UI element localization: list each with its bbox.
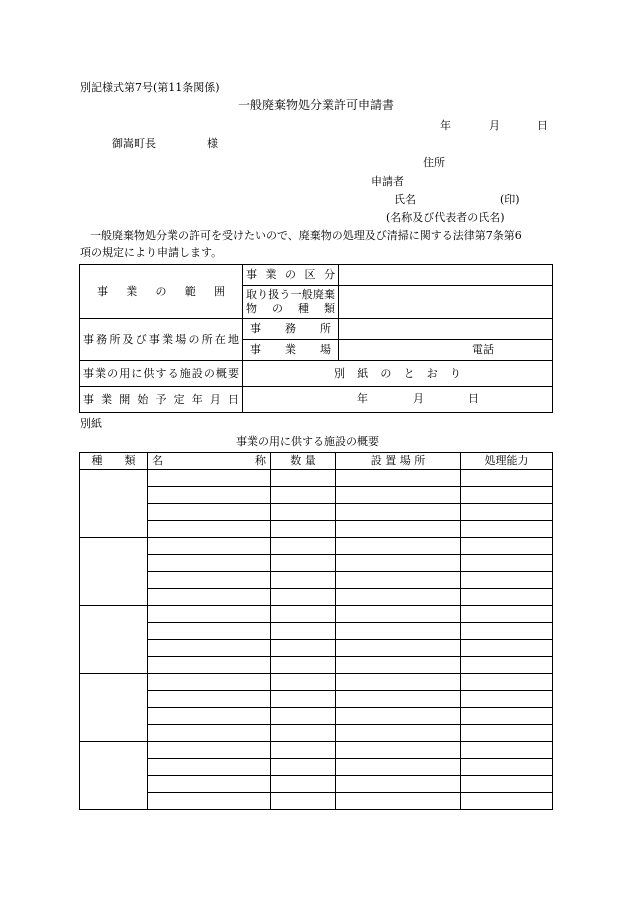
facility-quantity-cell[interactable] xyxy=(271,538,336,555)
location-label: 事務所及び事業場の所在地 xyxy=(83,332,239,346)
facility-quantity-cell[interactable] xyxy=(271,657,336,674)
facility-row xyxy=(80,555,553,572)
annex-title: 事業の用に供する施設の概要 xyxy=(236,435,379,448)
waste-types-label: 取り扱う一般廃棄物の種類 xyxy=(246,288,335,315)
facility-location-cell[interactable] xyxy=(336,657,461,674)
facility-name-cell[interactable] xyxy=(148,487,271,504)
facility-capacity-cell[interactable] xyxy=(461,606,553,623)
facility-location-cell[interactable] xyxy=(336,640,461,657)
facility-name-cell[interactable] xyxy=(148,623,271,640)
business-category-value[interactable] xyxy=(339,265,553,286)
waste-types-value[interactable] xyxy=(339,286,553,319)
site-label: 事業場 xyxy=(250,343,331,356)
facility-name-cell[interactable] xyxy=(148,504,271,521)
header-type: 種 類 xyxy=(80,453,148,470)
facility-capacity-cell[interactable] xyxy=(461,470,553,487)
facility-location-cell[interactable] xyxy=(336,759,461,776)
facility-type-cell[interactable] xyxy=(80,674,148,742)
facility-name-cell[interactable] xyxy=(148,674,271,691)
site-cell xyxy=(243,340,339,361)
facility-row xyxy=(80,504,553,521)
facility-capacity-cell[interactable] xyxy=(461,640,553,657)
facility-row xyxy=(80,606,553,623)
site-value[interactable] xyxy=(339,340,553,361)
facility-row xyxy=(80,623,553,640)
facility-row xyxy=(80,691,553,708)
office-value[interactable] xyxy=(339,319,553,340)
facility-row xyxy=(80,487,553,504)
facility-name-cell[interactable] xyxy=(148,606,271,623)
facility-capacity-cell[interactable] xyxy=(461,538,553,555)
facility-table xyxy=(79,452,553,810)
facility-name-cell[interactable] xyxy=(148,572,271,589)
facility-capacity-cell[interactable] xyxy=(461,623,553,640)
facility-name-cell[interactable] xyxy=(148,470,271,487)
facility-row xyxy=(80,759,553,776)
facility-capacity-cell[interactable] xyxy=(461,487,553,504)
facility-row xyxy=(80,776,553,793)
business-category-label: 事業の区分 xyxy=(246,268,335,281)
facility-name-cell[interactable] xyxy=(148,793,271,810)
scope-label: 事業の範囲 xyxy=(97,284,225,298)
facility-location-cell[interactable] xyxy=(336,538,461,555)
header-capacity: 処理能力 xyxy=(461,453,553,470)
scope-cell xyxy=(80,265,243,319)
start-year: 年 xyxy=(357,391,368,405)
facility-quantity-cell[interactable] xyxy=(271,504,336,521)
facility-type-cell[interactable] xyxy=(80,470,148,538)
business-category-cell xyxy=(243,265,339,286)
facility-capacity-cell[interactable] xyxy=(461,725,553,742)
facility-quantity-cell[interactable] xyxy=(271,555,336,572)
facility-location-cell[interactable] xyxy=(336,742,461,759)
facility-location-cell[interactable] xyxy=(336,589,461,606)
facility-row xyxy=(80,742,553,759)
statement-line-2: 項の規定により申請します。 xyxy=(80,246,223,259)
facility-type-cell[interactable] xyxy=(80,742,148,810)
statement-line-1: 一般廃棄物処分業の許可を受けたいので、廃棄物の処理及び清掃に関する法律第7条第6 xyxy=(90,229,522,242)
facility-row xyxy=(80,538,553,555)
facility-name-cell[interactable] xyxy=(148,657,271,674)
facility-quantity-cell[interactable] xyxy=(271,691,336,708)
facility-quantity-cell[interactable] xyxy=(271,776,336,793)
applicant-label: 申請者 xyxy=(371,175,404,188)
facility-capacity-cell[interactable] xyxy=(461,657,553,674)
facility-name-cell[interactable] xyxy=(148,640,271,657)
facility-capacity-cell[interactable] xyxy=(461,793,553,810)
facility-quantity-cell[interactable] xyxy=(271,742,336,759)
application-table xyxy=(79,264,553,413)
facility-capacity-cell[interactable] xyxy=(461,674,553,691)
facility-capacity-cell[interactable] xyxy=(461,589,553,606)
facility-name-cell[interactable] xyxy=(148,776,271,793)
name-note: (名称及び代表者の氏名) xyxy=(386,211,505,224)
phone-label: 電話 xyxy=(472,343,494,356)
header-name-a: 名 xyxy=(152,454,163,467)
facility-location-cell[interactable] xyxy=(336,606,461,623)
facility-location-cell[interactable] xyxy=(336,504,461,521)
facility-quantity-cell[interactable] xyxy=(271,725,336,742)
date-year: 年 xyxy=(440,119,451,132)
header-quantity: 数 量 xyxy=(271,453,336,470)
facility-name-cell[interactable] xyxy=(148,708,271,725)
facility-location-cell[interactable] xyxy=(336,470,461,487)
facility-location-cell[interactable] xyxy=(336,555,461,572)
facility-value: 別紙のとおり xyxy=(334,366,461,380)
start-value-cell[interactable] xyxy=(243,387,553,413)
facility-quantity-cell[interactable] xyxy=(271,606,336,623)
facility-quantity-cell[interactable] xyxy=(271,572,336,589)
facility-quantity-cell[interactable] xyxy=(271,487,336,504)
date-day: 日 xyxy=(537,119,548,132)
facility-location-cell[interactable] xyxy=(336,521,461,538)
facility-capacity-cell[interactable] xyxy=(461,742,553,759)
facility-capacity-cell[interactable] xyxy=(461,708,553,725)
facility-capacity-cell[interactable] xyxy=(461,521,553,538)
facility-label: 事業の用に供する施設の概要 xyxy=(83,366,239,380)
location-cell xyxy=(80,319,243,361)
annex-label: 別紙 xyxy=(80,417,102,430)
facility-name-cell[interactable] xyxy=(148,742,271,759)
facility-type-cell[interactable] xyxy=(80,538,148,606)
facility-location-cell[interactable] xyxy=(336,776,461,793)
facility-name-cell[interactable] xyxy=(148,589,271,606)
facility-location-cell[interactable] xyxy=(336,623,461,640)
facility-row xyxy=(80,521,553,538)
facility-location-cell[interactable] xyxy=(336,725,461,742)
form-number: 別記様式第7号(第11条関係) xyxy=(80,81,220,94)
header-name-b: 称 xyxy=(255,454,266,467)
facility-name-cell[interactable] xyxy=(148,691,271,708)
facility-name-cell[interactable] xyxy=(148,725,271,742)
facility-row xyxy=(80,674,553,691)
facility-location-cell[interactable] xyxy=(336,674,461,691)
facility-row xyxy=(80,589,553,606)
facility-capacity-cell[interactable] xyxy=(461,572,553,589)
facility-location-cell[interactable] xyxy=(336,691,461,708)
facility-capacity-cell[interactable] xyxy=(461,691,553,708)
facility-name-cell[interactable] xyxy=(148,538,271,555)
facility-name-cell[interactable] xyxy=(148,555,271,572)
addressee-honorific: 様 xyxy=(207,137,218,150)
facility-quantity-cell[interactable] xyxy=(271,759,336,776)
facility-location-cell[interactable] xyxy=(336,793,461,810)
date-month: 月 xyxy=(489,119,500,132)
start-label: 事業開始予定年月日 xyxy=(83,392,239,406)
facility-row xyxy=(80,725,553,742)
facility-quantity-cell[interactable] xyxy=(271,708,336,725)
facility-cell xyxy=(80,361,243,387)
facility-name-cell[interactable] xyxy=(148,521,271,538)
facility-quantity-cell[interactable] xyxy=(271,470,336,487)
facility-location-cell[interactable] xyxy=(336,572,461,589)
header-name xyxy=(148,453,271,470)
facility-row xyxy=(80,572,553,589)
facility-location-cell[interactable] xyxy=(336,487,461,504)
facility-row xyxy=(80,708,553,725)
start-month: 月 xyxy=(413,391,424,405)
seal-mark: (印) xyxy=(500,193,520,206)
facility-row xyxy=(80,657,553,674)
header-location: 設 置 場 所 xyxy=(336,453,461,470)
addressee-name: 御嵩町長 xyxy=(112,137,156,150)
facility-type-cell[interactable] xyxy=(80,606,148,674)
address-label: 住所 xyxy=(423,156,445,169)
facility-quantity-cell[interactable] xyxy=(271,674,336,691)
office-cell xyxy=(243,319,339,340)
facility-quantity-cell[interactable] xyxy=(271,623,336,640)
facility-row xyxy=(80,640,553,657)
facility-capacity-cell[interactable] xyxy=(461,776,553,793)
facility-capacity-cell[interactable] xyxy=(461,555,553,572)
facility-row xyxy=(80,793,553,810)
start-cell xyxy=(80,387,243,413)
facility-name-cell[interactable] xyxy=(148,759,271,776)
facility-capacity-cell[interactable] xyxy=(461,504,553,521)
facility-quantity-cell[interactable] xyxy=(271,793,336,810)
form-title: 一般廃棄物処分業許可申請書 xyxy=(238,98,395,112)
facility-location-cell[interactable] xyxy=(336,708,461,725)
facility-capacity-cell[interactable] xyxy=(461,759,553,776)
facility-row xyxy=(80,470,553,487)
name-label: 氏名 xyxy=(394,193,416,206)
facility-quantity-cell[interactable] xyxy=(271,640,336,657)
office-label: 事務所 xyxy=(250,322,331,335)
facility-quantity-cell[interactable] xyxy=(271,521,336,538)
facility-quantity-cell[interactable] xyxy=(271,589,336,606)
facility-value-cell xyxy=(243,361,553,387)
waste-types-cell xyxy=(243,286,339,319)
start-day: 日 xyxy=(468,391,479,405)
